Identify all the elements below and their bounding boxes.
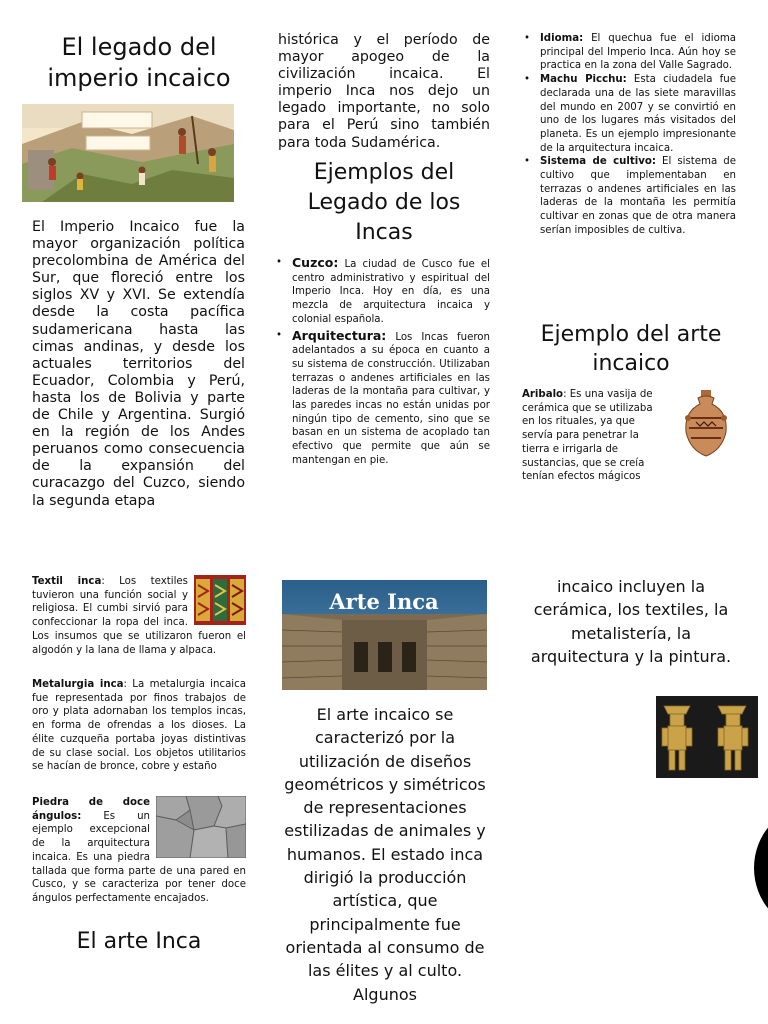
- arte-inca-banner: [282, 580, 487, 690]
- aribalo-text: : Es una vasija de cerámica que se utilizaba en los rituales, ya que servía para penetrar la tierra e irrigarla de sustancias, que se creía tenían efectos mágicos: [522, 389, 653, 483]
- list-item: [276, 327, 490, 468]
- list-item: [524, 73, 736, 155]
- twelve-angle-stone-image: [156, 796, 246, 858]
- metalurgia-section: [32, 678, 246, 774]
- panel5-body: El arte incaico se caracterizó por la utilización de diseños geométricos y simétricos de representaciones estilizadas de animales y humanos. El estado inca dirigió la producción artística, que principalmente fue orientada al consumo de las élites y al culto. Algunos: [284, 705, 486, 1004]
- item-term: Arquitectura:: [292, 327, 387, 343]
- bullet-icon: •: [524, 74, 531, 86]
- metal-term: Metalurgia inca: [32, 679, 124, 690]
- list-item: [524, 155, 736, 237]
- bullet-icon: •: [524, 33, 531, 44]
- aribalo-description: [522, 388, 667, 484]
- item-text: La ciudad de Cusco fue el centro administrativo y espiritual del Imperio Inca. Hoy en día, es una mezcla de arquitectura incaica y colonial española.: [292, 259, 490, 325]
- textil-text: : Los textiles tuvieron una función social y religiosa. El cumbi sirvió para confeccionar la ropa del inca. Los insumos que se utilizaron fueron el algodón y la lana de llama y alpaca.: [32, 576, 246, 656]
- metal-text: : La metalurgia incaica fue representada por finos trabajos de oro y plata adornaban los templos incas, en forma de ofrendas a los dioses. La élite cuzqueña portaba joyas distintivas de su clase social. Los objetos utilitarios se hacían de bronce, cobre y estaño: [32, 679, 246, 773]
- item-text: Los Incas fueron adelantados a su época en cuanto a su sistema de construcción. Utilizaban terrazas o andenes artificiales en las laderas de la montaña para cultivar, y las paredes incas no están unidas por ningún tipo de cemento, sino que se basan en un sistema de acoplado tan efectivo que permite que aún se mantengan en pie.: [292, 331, 490, 466]
- aribalo-term: Aribalo: [522, 389, 564, 400]
- item-text: El sistema de cultivo que implementaban en terrazas o andenes artificiales en las laderas de la montaña les permitía cultivar en zonas que de otra manera serían imposibles de cultiva.: [540, 156, 736, 236]
- item-text: El quechua fue el idioma principal del Imperio Inca. Aún hoy se practica en la zona del Valle Sagrado.: [540, 33, 736, 72]
- legacy-examples-list-continued: [524, 32, 736, 238]
- legacy-examples-list: [276, 255, 490, 468]
- inca-farming-illustration: [22, 104, 234, 202]
- list-item: [524, 32, 736, 73]
- textil-section: [32, 575, 246, 657]
- bullet-icon: •: [524, 156, 531, 168]
- panel4-title: El arte Inca: [76, 929, 202, 954]
- panel2-title: Ejemplos del Legado de los Incas: [307, 160, 461, 245]
- decorative-black-shape: [752, 806, 768, 930]
- panel1-title: El legado del imperio incaico: [47, 33, 231, 92]
- item-text: Esta ciudadela fue declarada una de las siete maravillas del mundo en 2007 y se convirtió en uno de los lugares más visitados del planeta. Es un ejemplo impresionante de la arquitectura incaica.: [540, 74, 736, 154]
- gold-figurines-image: [656, 696, 758, 778]
- textil-term: Textil inca: [32, 576, 102, 587]
- list-item: [276, 255, 490, 327]
- banner-title: Arte Inca: [329, 589, 439, 614]
- panel3-title: Ejemplo del arte incaico: [540, 322, 722, 376]
- item-term: Sistema de cultivo:: [540, 156, 656, 168]
- bullet-icon: •: [276, 329, 283, 341]
- piedra-section: [32, 796, 246, 906]
- panel1-body: El Imperio Incaico fue la mayor organización política precolombina de América del Sur, que floreció entre los siglos XV y XVI. Se extendía desde la costa pacífica sudamericana hasta las cimas andinas, y desde los actuales territorios del Ecuador, Colombia y Perú, hasta los de Bolivia y parte de Chile y Argentina. Surgió en la región de los Andes peruanos como consecuencia de la expansión del curacazgo del Cuzco, siendo la segunda etapa: [32, 219, 245, 509]
- item-term: Idioma:: [540, 33, 584, 44]
- inca-textile-image: [194, 575, 246, 625]
- item-term: Cuzco:: [292, 255, 339, 270]
- bullet-icon: •: [276, 257, 283, 268]
- panel2-continuation: histórica y el período de mayor apogeo de la civilización incaica. El imperio Inca nos dejo un legado importante, no solo para el Perú sino también para toda Sudamérica.: [278, 32, 490, 151]
- aribalo-vase-image: [676, 388, 736, 458]
- panel6-body: incaico incluyen la cerámica, los textiles, la metalistería, la arquitectura y la pintura.: [530, 577, 732, 666]
- item-term: Machu Picchu:: [540, 74, 627, 86]
- piedra-text: Es un ejemplo excepcional de la arquitectura incaica. Es una piedra tallada que forma parte de una pared en Cusco, y se caracteriza por tener doce ángulos perfectamente encajados.: [32, 810, 246, 904]
- piedra-term: Piedra de doce ángulos:: [32, 797, 150, 822]
